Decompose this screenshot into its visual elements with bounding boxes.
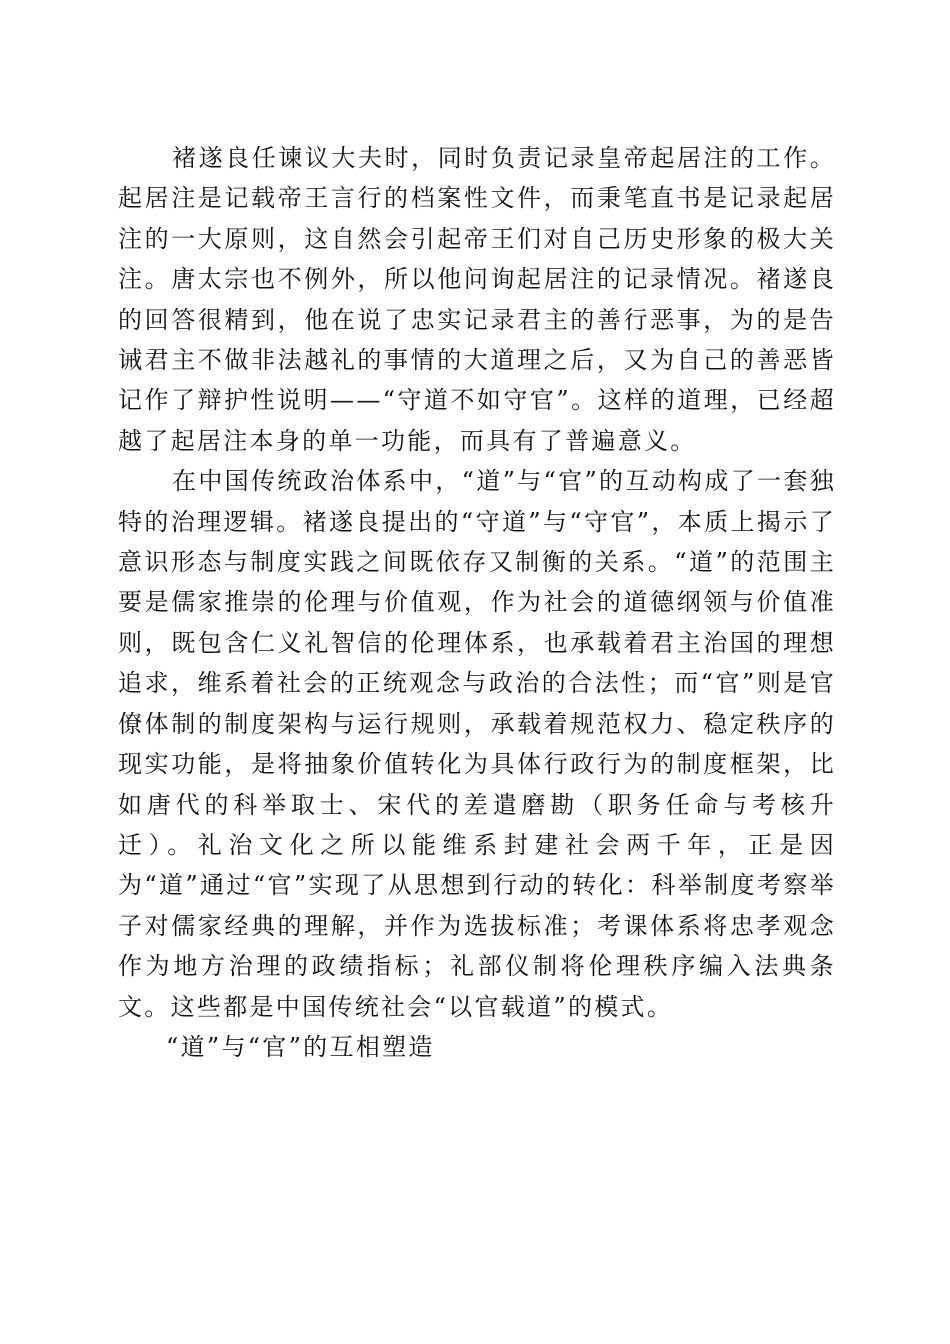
document-page [118,138,836,1067]
section-subheading: “道”与“官”的互相塑造 [166,1032,435,1061]
paragraph-2: 在中国传统政治体系中，“道”与“官”的互动构成了一套独特的治理逻辑。褚遂良提出的“守道”与“守官”，本质上揭示了意识形态与制度实践之间既依存又制衡的关系。“道”的范围主要是儒家推崇的伦理与价值观，作为社会的道德纲领与价值准则，既包含仁义礼智信的伦理体系，也承载着君主治国的理想追求，维系着社会的正统观念与政治的合法性；而“官”则是官僚体制的制度架构与运行规则，承载着规范权力、稳定秩序的现实功能，是将抽象价值转化为具体行政行为的制度框架，比如唐代的科举取士、宋代的差遣磨勘（职务任命与考核升迁）。礼治文化之所以能维系封建社会两千年，正是因为“道”通过“官”实现了从思想到行动的转化：科举制度考察举子对儒家经典的理解，并作为选拔标准；考课体系将忠孝观念作为地方治理的政绩指标；礼部仪制将伦理秩序编入法典条文。这些都是中国传统社会“以官载道”的模式。 [118,467,836,1021]
paragraph-1: 褚遂良任谏议大夫时，同时负责记录皇帝起居注的工作。起居注是记载帝王言行的档案性文件，而秉笔直书是记录起居注的一大原则，这自然会引起帝王们对自己历史形象的极大关注。唐太宗也不例外，所以他问询起居注的记录情况。褚遂良的回答很精到，他在说了忠实记录君主的善行恶事，为的是告诫君主不做非法越礼的事情的大道理之后，又为自己的善恶皆记作了辩护性说明——“守道不如守官”。这样的道理，已经超越了起居注本身的单一功能，而具有了普遍意义。 [118,144,836,455]
